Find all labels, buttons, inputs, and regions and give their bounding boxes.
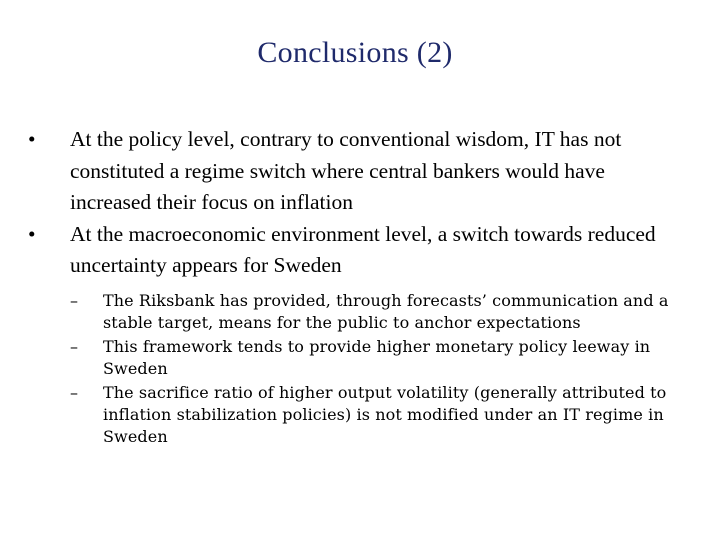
sub-bullet-text: This framework tends to provide higher monetary policy leeway in Sweden — [103, 336, 651, 378]
dash-icon: – — [70, 336, 79, 356]
sub-bullet-item — [70, 382, 688, 448]
slide-body — [28, 124, 688, 450]
sub-bullet-item — [70, 336, 688, 380]
sub-bullet-text: The Riksbank has provided, through forecasts’ communication and a stable target, means for the public to anchor expectations — [103, 290, 669, 332]
bullet-icon: • — [28, 221, 36, 246]
bullet-text: At the policy level, contrary to conventional wisdom, IT has not constituted a regime switch where central bankers would have increased their focus on inflation — [70, 127, 622, 214]
sub-bullet-text: The sacrifice ratio of higher output volatility (generally attributed to inflation stabilization policies) is not modified under an IT regime in Sweden — [103, 382, 667, 446]
slide-title: Conclusions (2) — [257, 36, 453, 69]
bullet-item — [28, 124, 688, 219]
sub-bullet-item — [70, 290, 688, 334]
bullet-item — [28, 219, 688, 282]
dash-icon: – — [70, 290, 79, 310]
dash-icon: – — [70, 382, 79, 402]
bullet-text: At the macroeconomic environment level, a switch towards reduced uncertainty appears for Sweden — [70, 221, 656, 277]
sub-bullet-list — [28, 290, 688, 448]
bullet-icon: • — [28, 127, 36, 151]
